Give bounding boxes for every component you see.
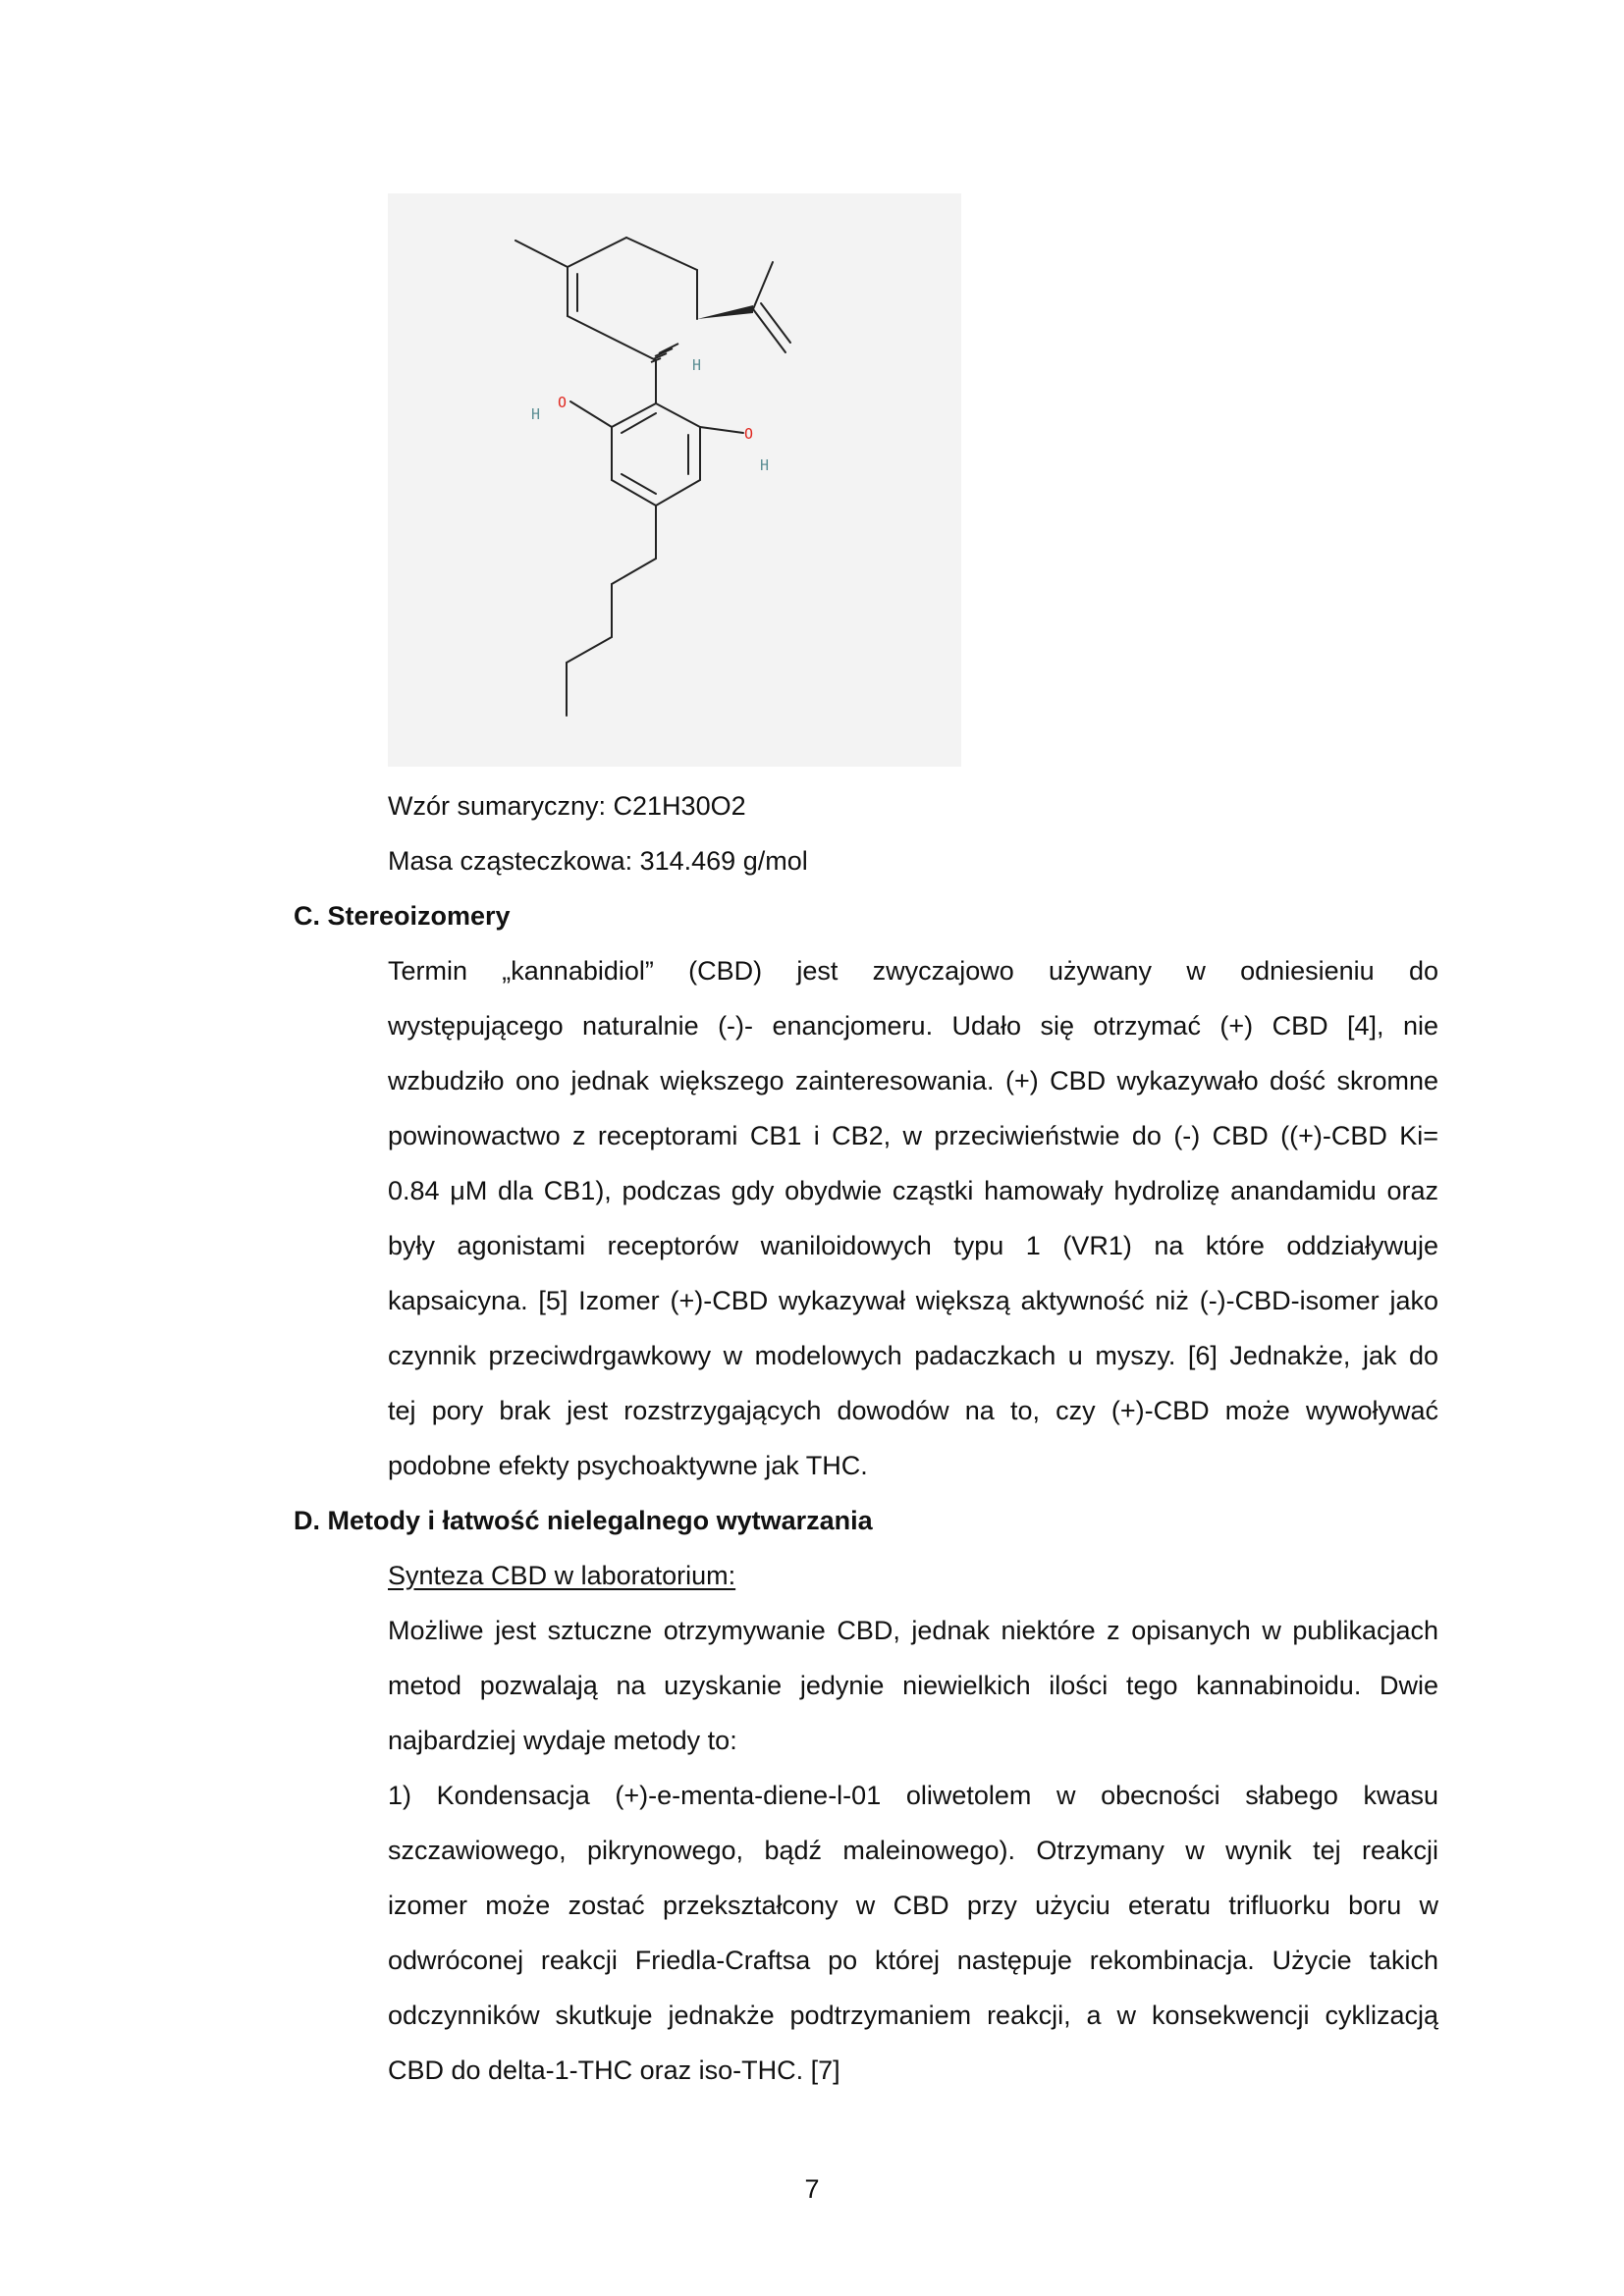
section-d-line: CBD do delta-1-THC oraz iso-THC. [7] xyxy=(388,2056,840,2085)
section-d-line: 1) Kondensacja (+)-e-menta-diene-l-01 oliwetolem w obecności słabego kwasu xyxy=(388,1781,1438,1810)
atom-label-h-right: H xyxy=(760,456,770,474)
section-d-line: odczynników skutkuje jednakże podtrzymaniem reakcji, a w konsekwencji cyklizacją xyxy=(388,2001,1438,2030)
section-d-line: Możliwe jest sztuczne otrzymywanie CBD, jednak niektóre z opisanych w publikacjach xyxy=(388,1616,1438,1645)
section-c-line: 0.84 μM dla CB1), podczas gdy obydwie cząstki hamowały hydrolizę anandamidu oraz xyxy=(388,1176,1438,1205)
section-c-line: podobne efekty psychoaktywne jak THC. xyxy=(388,1451,868,1480)
atom-label-h-top: H xyxy=(692,356,702,374)
section-c-line: wzbudziło ono jednak większego zainteresowania. (+) CBD wykazywało dość skromne xyxy=(388,1066,1438,1095)
atom-label-o-right: O xyxy=(744,425,754,443)
section-c-line: kapsaicyna. [5] Izomer (+)-CBD wykazywał większą aktywność niż (-)-CBD-isomer jako xyxy=(388,1286,1438,1315)
section-d-line: metod pozwalają na uzyskanie jedynie niewielkich ilości tego kannabinoidu. Dwie xyxy=(388,1671,1438,1700)
section-c-line: czynnik przeciwdrgawkowy w modelowych padaczkach u myszy. [6] Jednakże, jak do xyxy=(388,1341,1438,1370)
cbd-structure-figure xyxy=(388,193,961,767)
section-c-line: występującego naturalnie (-)- enancjomeru. Udało się otrzymać (+) CBD [4], nie xyxy=(388,1011,1438,1041)
section-c-line: Termin „kannabidiol” (CBD) jest zwyczajowo używany w odniesieniu do xyxy=(388,956,1438,986)
molecular-mass: Masa cząsteczkowa: 314.469 g/mol xyxy=(388,846,808,876)
page-number: 7 xyxy=(804,2174,820,2204)
section-d-line: izomer może zostać przekształcony w CBD przy użyciu eteratu trifluorku boru w xyxy=(388,1891,1438,1920)
section-c-line: powinowactwo z receptorami CB1 i CB2, w przeciwieństwie do (-) CBD ((+)-CBD Ki= xyxy=(388,1121,1438,1150)
section-d-subheading: Synteza CBD w laboratorium: xyxy=(388,1561,736,1590)
atom-label-o-left: O xyxy=(558,394,568,411)
atom-label-h-left: H xyxy=(531,405,541,423)
molecular-formula: Wzór sumaryczny: C21H30O2 xyxy=(388,791,746,821)
section-d-line: szczawiowego, pikrynowego, bądź maleinowego). Otrzymany w wynik tej reakcji xyxy=(388,1836,1438,1865)
section-c-line: były agonistami receptorów waniloidowych typu 1 (VR1) na które oddziaływuje xyxy=(388,1231,1438,1260)
section-d-line: najbardziej wydaje metody to: xyxy=(388,1726,737,1755)
section-c-line: tej pory brak jest rozstrzygających dowodów na to, czy (+)-CBD może wywoływać xyxy=(388,1396,1438,1425)
cbd-structure-svg xyxy=(388,193,961,767)
section-d-heading: D. Metody i łatwość nielegalnego wytwarzania xyxy=(294,1506,873,1535)
section-d-line: odwróconej reakcji Friedla-Craftsa po której następuje rekombinacja. Użycie takich xyxy=(388,1946,1438,1975)
section-c-heading: C. Stereoizomery xyxy=(294,901,511,931)
